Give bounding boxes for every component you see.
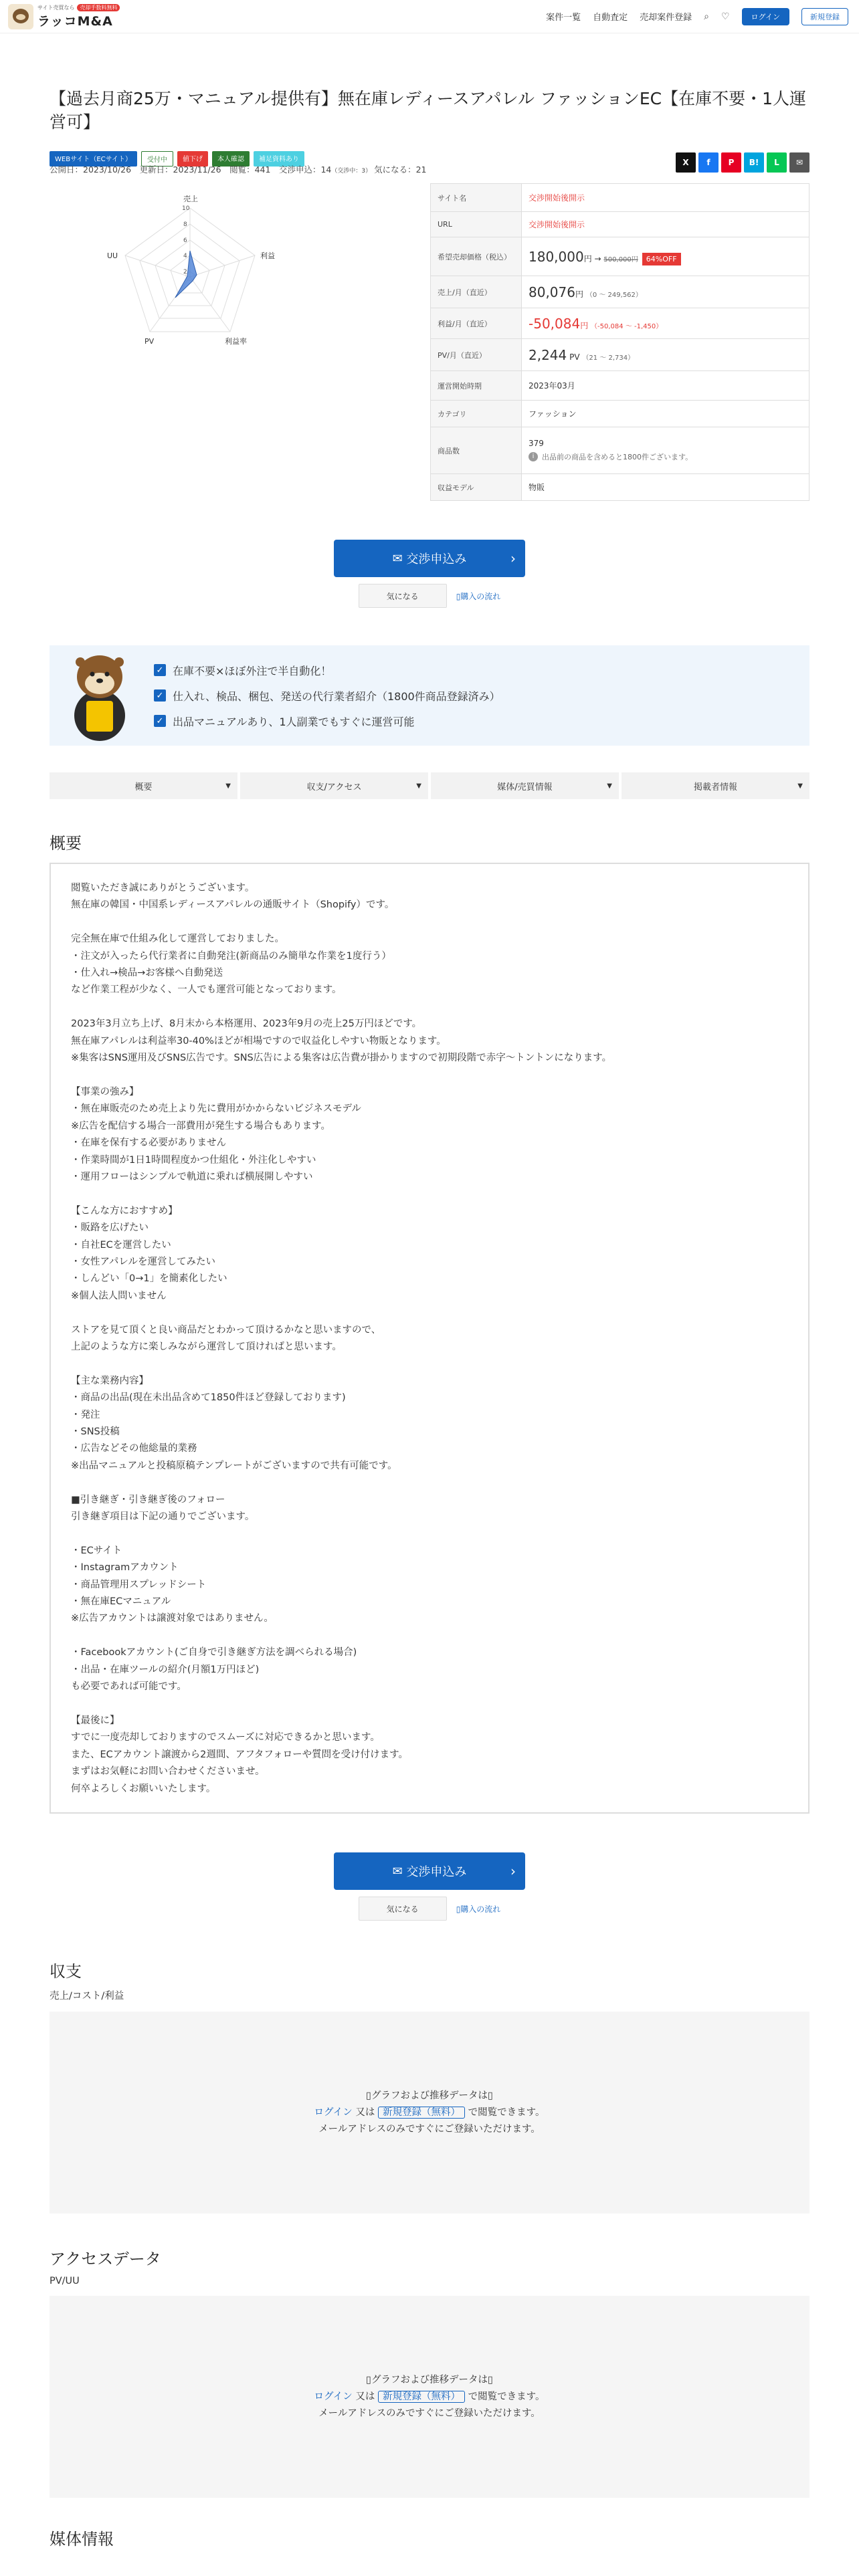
mail-share-icon[interactable]: ✉ <box>789 152 809 173</box>
spec-table: サイト名 交渉開始後開示 URL 交渉開始後開示 希望売却価格（税込） 180,000円 → 500,000円 64%OFF 売上/月（直近） 80,076円 （0 ～ 249,562） 利益/月（直近） -50,084円 （-50,084 ～ -1,450） PV/月（直近） 2,244 PV （21 ～ 2,734） 運営開始時期 2023年03月 カテゴリ ファッション 商品数 379 i 出品前の商品を含めると1800件ございます。 収益モデル 物販 <box>430 183 809 501</box>
heart-icon[interactable]: ♡ <box>721 11 730 22</box>
finance-locked-panel: ▯グラフおよび推移データは▯ ログイン 又は 新規登録（無料） で閲覧できます。 メールアドレスのみですぐにご登録いただけます。 <box>50 2012 809 2214</box>
favorite-button-bottom[interactable]: 気になる <box>359 1897 447 1921</box>
promo-point-3: ✓ 出品マニュアルあり、1人副業でもすぐに運営可能 <box>154 714 500 729</box>
doc-icon: ▯ <box>456 591 461 601</box>
checkbox-icon: ✓ <box>154 664 166 676</box>
login-button[interactable]: ログイン <box>742 8 789 25</box>
chevron-down-icon: ▼ <box>416 782 421 790</box>
overview-text: 閲覧いただき誠にありがとうございます。 無在庫の韓国・中国系レディースアパレルの通販サイト（Shopify）です。 完全無在庫で仕組み化して運営しておりました。 ・注文が入ったら代行業者に自動発注(新商品のみ簡単な作業を1度行う） ・仕入れ→検品→お客様へ自動発送 など作業工程が少なく、一人でも運営可能となっております。 2023年3月立ち上げ、8月末から本格運用、2023年9月の売上25万円ほどです。 無在庫アパレルは利益率30-40%ほどが相場ですので収益化しやすい物販となります。 ※集客はSNS運用及びSNS広告です。SNS広告による集客は広告費が掛かりますので初期段階で赤字～トントンになります。 【事業の強み】 ・無在庫販売のため売上より先に費用がかからないビジネスモデル ※広告を配信する場合一部費用が発生する場合もあります。 ・在庫を保有する必要がありません ・作業時間が1日1時間程度かつ仕組化・外注化しやすい ・運用フローはシンプルで軌道に乗れば横展開しやすい 【こんな方におすすめ】 ・販路を広げたい ・自社ECを運営したい ・女性アパレルを運営してみたい ・しんどい「0→1」を簡素化したい ※個人法人問いません ストアを見て頂くと良い商品だとわかって頂けるかなと思いますので、 上記のような方に楽しみながら運営して頂ければと思います。 【主な業務内容】 ・商品の出品(現在未出品含めて1850件ほど登録しております) ・発注 ・SNS投稿 ・広告などその他総量的業務 ※出品マニュアルと投稿原稿テンプレートがございますので共有可能です。 ■引き継ぎ・引き継ぎ後のフォロー 引き継ぎ項目は下記の通りでございます。 ・ECサイト ・Instagramアカウント ・商品管理用スプレッドシート ・無在庫ECマニュアル ※広告アカウントは譲渡対象ではありません。 ・Facebookアカウント(ご自身で引き継ぎ方法を調べられる場合) ・出品・在庫ツールの紹介(月額1万円ほど) も必要であれば可能です。 【最後に】 すでに一度売却しておりますのでスムーズに対応できるかと思います。 また、ECアカウント譲渡から2週間、アフタフォローや質問を受け付けます。 まずはお気軽にお問い合わせくださいませ。 何卒よろしくお願いいたします。 <box>50 863 809 1814</box>
page-title: 【過去月商25万・マニュアル提供有】無在庫レディースアパレル ファッションEC【在庫不要・1人運営可】 <box>50 89 807 132</box>
nav-listings[interactable]: 案件一覧 <box>546 13 581 23</box>
login-link[interactable]: ログイン <box>314 2107 353 2118</box>
tag-category: WEBサイト（ECサイト） <box>50 151 137 167</box>
chevron-down-icon: ▼ <box>607 782 612 790</box>
otter-mascot-icon <box>63 649 136 742</box>
line-share-icon[interactable]: L <box>767 152 787 173</box>
svg-text:10: 10 <box>182 205 190 212</box>
site-logo[interactable] <box>8 4 120 29</box>
logo-tagline: サイト売買なら <box>37 4 75 11</box>
overview-heading: 概要 <box>50 834 82 853</box>
discount-badge: 64%OFF <box>642 253 681 265</box>
register-button[interactable]: 新規登録 <box>801 8 848 25</box>
start-value: 2023年03月 <box>522 371 809 401</box>
lock-icon: ▯ <box>488 2374 493 2385</box>
pv-value: 2,244 PV （21 ～ 2,734） <box>522 339 809 371</box>
hatena-share-icon[interactable]: B! <box>744 152 764 173</box>
lock-icon: ▯ <box>366 2374 371 2385</box>
promo-point-1: ✓ 在庫不要×ほぼ外注で半自動化！ <box>154 663 500 678</box>
svg-text:6: 6 <box>183 237 187 244</box>
access-subheading: PV/UU <box>50 2276 80 2286</box>
checkbox-icon: ✓ <box>154 715 166 727</box>
chevron-down-icon: ▼ <box>797 782 803 790</box>
radar-chart <box>50 183 330 404</box>
axis-uu: UU <box>107 251 118 260</box>
lock-icon: ▯ <box>366 2090 371 2101</box>
pinterest-share-icon[interactable]: P <box>721 152 741 173</box>
tab-finance-access[interactable]: 収支/アクセス ▼ <box>240 772 428 799</box>
finance-subheading: 売上/コスト/利益 <box>50 1991 124 2002</box>
svg-text:8: 8 <box>183 221 187 228</box>
profit-value: -50,084円 （-50,084 ～ -1,450） <box>522 308 809 339</box>
nav-sell-register[interactable]: 売却案件登録 <box>640 13 692 23</box>
model-value: 物販 <box>522 474 809 501</box>
finance-heading: 収支 <box>50 1962 82 1981</box>
url-value: 交渉開始後開示 <box>522 212 809 237</box>
negotiate-button[interactable]: ✉ 交渉申込み › <box>334 540 525 577</box>
price-value: 180,000円 → 500,000円 64%OFF <box>522 237 809 276</box>
access-heading: アクセスデータ <box>50 2250 161 2268</box>
access-locked-panel: ▯グラフおよび推移データは▯ ログイン 又は 新規登録（無料） で閲覧できます。 メールアドレスのみですぐにご登録いただけます。 <box>50 2296 809 2498</box>
mail-icon: ✉ <box>392 551 407 566</box>
doc-icon: ▯ <box>456 1904 461 1914</box>
listing-meta: 公開日：2023/10/26 更新日：2023/11/26 閲覧：441 交渉申込：14（交渉中：3） 気になる：21 <box>50 165 427 175</box>
chevron-right-icon: › <box>510 1863 516 1879</box>
chevron-right-icon: › <box>510 550 516 566</box>
favorite-button[interactable]: 気になる <box>359 584 447 608</box>
x-share-icon[interactable]: X <box>676 152 696 173</box>
sales-value: 80,076円 （0 ～ 249,562） <box>522 276 809 308</box>
tab-media-trade[interactable]: 媒体/売買情報 ▼ <box>431 772 619 799</box>
axis-profit: 利益 <box>260 251 275 260</box>
tag-verified: 本人確認 <box>212 151 250 167</box>
promo-point-2: ✓ 仕入れ、検品、梱包、発送の代行業者紹介（1800件商品登録済み） <box>154 688 500 704</box>
axis-pv: PV <box>145 337 155 346</box>
negotiate-button-bottom[interactable]: ✉ 交渉申込み › <box>334 1852 525 1890</box>
purchase-flow-link[interactable]: ▯購入の流れ <box>456 591 501 601</box>
register-link[interactable]: 新規登録（無料） <box>378 2107 465 2119</box>
tag-supplement: 補足資料あり <box>254 151 304 167</box>
info-icon: i <box>529 452 538 461</box>
search-icon[interactable]: ⌕ <box>704 11 709 22</box>
logo-name: ラッコM&A <box>37 13 113 29</box>
logo-badge: 売却手数料無料 <box>77 4 120 11</box>
tab-seller-info[interactable]: 掲載者情報 ▼ <box>622 772 809 799</box>
checkbox-icon: ✓ <box>154 689 166 702</box>
chevron-down-icon: ▼ <box>225 782 231 790</box>
site-header <box>0 0 859 33</box>
tab-overview[interactable]: 概要 ▼ <box>50 772 237 799</box>
section-tabs <box>50 772 809 799</box>
purchase-flow-link-bottom[interactable]: ▯購入の流れ <box>456 1904 501 1914</box>
axis-margin: 利益率 <box>225 337 247 346</box>
login-link[interactable]: ログイン <box>314 2391 353 2402</box>
site-name-value: 交渉開始後開示 <box>522 184 809 212</box>
items-value: 379 i 出品前の商品を含めると1800件ございます。 <box>522 427 809 474</box>
share-buttons <box>676 152 809 173</box>
nav-auto-appraisal[interactable]: 自動査定 <box>593 13 628 23</box>
otter-logo-icon <box>8 4 33 29</box>
mail-icon: ✉ <box>392 1864 407 1879</box>
axis-sales: 売上 <box>183 195 198 203</box>
svg-text:2: 2 <box>183 269 187 276</box>
lock-icon: ▯ <box>488 2090 493 2101</box>
facebook-share-icon[interactable]: f <box>698 152 719 173</box>
promo-banner <box>50 645 809 746</box>
tag-price-down: 値下げ <box>177 151 208 167</box>
svg-text:4: 4 <box>183 253 187 259</box>
media-heading: 媒体情報 <box>50 2530 114 2549</box>
register-link[interactable]: 新規登録（無料） <box>378 2391 465 2403</box>
tag-status: 受付中 <box>141 151 173 167</box>
category-value: ファッション <box>522 401 809 427</box>
